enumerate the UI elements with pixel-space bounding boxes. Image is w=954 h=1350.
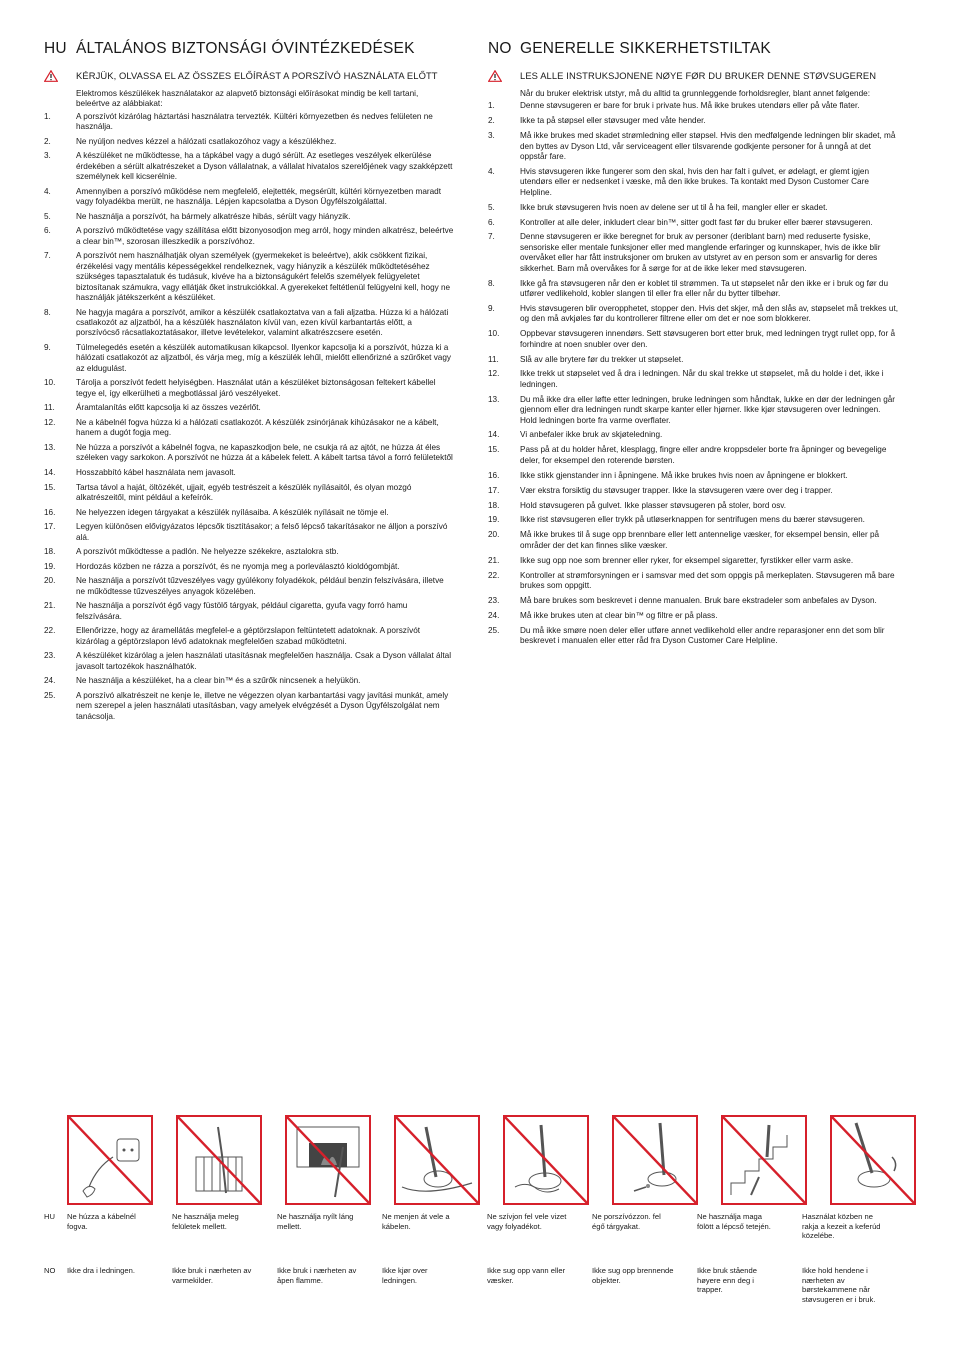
figure-caption: Ne menjen át vele a kábelen. [382,1212,450,1231]
item-text: Ne hagyja magára a porszívót, amikor a készülék csatlakoztatva van a fali aljzatba. Húzza ki a hálózati csatlakozót az aljzatból, ha a készülék használaton kívül van, ezen kívül karbantartás előtt, a porszívócső rácsatlakoztatásakor, illetve levételekor, valamint alkatrészcsere esetén. [76,307,449,338]
item-text: A porszívót nem használhatják olyan személyek (gyermekeket is beleértve), akik csökkent fizikai, érzékelési vagy mentális képességekkel rendelkeznek, vagy hiányzik a készülék működtetéséhez szükséges tapasztalatuk és tudásuk, kivéve ha a biztonságukért felelős személyek felügyeletet biztosítanak számukra, vagy ellátják őket instrukciókkal. A gyerekeket feltétlenül felügyelni kell, hogy ne használják játékszerként a készüléket. [76,251,451,303]
list-item [488,471,898,481]
list-item [44,601,454,622]
item-number: 1. [488,101,495,111]
item-text: Ikke ta på støpsel eller støvsuger med våte hender. [520,116,706,126]
no-heading [488,40,898,58]
item-number: 13. [488,394,500,404]
list-item [488,515,898,525]
item-text: Du må ikke smøre noen deler eller utføre annet vedlikehold eller andre reparasjoner enn det som blir beskrevet i manualen eller etter råd fra Dyson Customer Care Helpline. [520,625,885,646]
no-section [488,40,898,651]
item-number: 2. [44,136,51,146]
item-number: 23. [44,651,56,661]
list-item [488,596,898,606]
list-item [44,226,454,247]
item-number: 2. [488,116,495,126]
list-item [44,576,454,597]
item-number: 1. [44,111,51,121]
list-item [44,418,454,439]
item-number: 15. [488,445,500,455]
item-number: 10. [488,329,500,339]
prohibition-figures [67,1115,916,1205]
item-number: 17. [44,522,56,532]
item-text: Kontroller at strømforsyningen er i samsvar med det som oppgis på merkeplaten. Støvsugeren må bare brukes som oppgitt. [520,570,895,590]
hu-heading [44,40,454,58]
item-number: 24. [44,676,56,686]
list-item [488,486,898,496]
item-number: 25. [488,625,500,635]
no-warning-line [488,70,898,84]
liquids-prohibited-icon [503,1115,589,1205]
list-item [488,218,898,228]
figure-caption: Ne használja maga fölött a lépcső tetején. [697,1212,771,1231]
list-item [488,530,898,551]
item-number: 24. [488,610,500,620]
item-text: A porszívó alkatrészeit ne kenje le, illetve ne végezzen olyan karbantartási vagy javítási munkát, amely nem szerepel a jelen használati utasításban, vagy amelyek elvégzését a Dyson Ügyfélszolgálat nem tanácsolja. [76,691,449,721]
near-heater-prohibited-icon [176,1115,262,1205]
item-number: 5. [488,202,495,212]
item-text: Ikke rist støvsugeren eller trykk på utløserknappen for sentrifugen mens du bærer støvsugeren. [520,515,865,525]
list-item [488,232,898,274]
list-item [488,395,898,426]
figure-caption: Ne húzza a kábelnél fogva. [67,1212,136,1231]
item-number: 7. [488,232,495,242]
item-number: 11. [488,354,499,364]
item-text: Må bare brukes som beskrevet i denne manualen. Bruk bare ekstradeler som anbefales av Dyson. [520,595,877,605]
item-text: Legyen különösen elővigyázatos lépcsők tisztításakor; a felső lépcső takarításakor ne álljon a porszívó alá. [76,522,448,542]
figure-caption: Ikke hold hendene i nærheten av børstekammene når støvsugeren er i bruk. [802,1266,876,1304]
list-item [488,131,898,162]
item-text: A porszívót kizárólag háztartási használatra tervezték. Kültéri környezetben és nedves felületen ne használja. [76,111,433,132]
hu-language-code: HU [44,40,67,57]
figure-caption: Ikke sug opp brennende objekter. [592,1266,674,1285]
warning-triangle-icon [44,70,76,84]
item-text: Kontroller at alle deler, inkludert clear bin™, sitter godt fast før du bruker eller bærer støvsugeren. [520,217,873,227]
item-number: 18. [44,547,56,557]
item-text: A porszívó működtetése vagy szállítása előtt bizonyosodjon meg arról, hogy minden alkatrész, beleértve a clear bin™, szorosan illeszkedik a porszívóhoz. [76,226,454,246]
item-number: 14. [488,430,500,440]
list-item [488,626,898,647]
item-text: Ikke bruk støvsugeren hvis noen av delene ser ut til å ha feil, mangler eller er skadet. [520,202,828,212]
item-text: Tárolja a porszívót fedett helyiségben. Használat után a készüléket biztonságosan feltekert kábellel tegye el, így elkerülheti a megbotlással járó veszélyeket. [76,378,436,398]
item-text: Ne használja a porszívót égő vagy füstölő tárgyak, például cigaretta, gyufa vagy forró hamu felszívására. [76,601,408,621]
list-item [488,101,898,111]
list-item [44,443,454,464]
item-text: Vær ekstra forsiktig du støvsuger trapper. Ikke la støvsugeren være over deg i trapper. [520,485,833,495]
item-number: 21. [44,601,56,611]
no-warning-text: LES ALLE INSTRUKSJONENE NØYE FØR DU BRUKER DENNE STØVSUGEREN [520,70,877,81]
item-text: Pass på at du holder håret, klesplagg, fingre eller andre kroppsdeler borte fra åpninger og bevegelige deler, for eksempel den roterende børsten. [520,445,887,465]
list-item [44,651,454,672]
near-brushbar-prohibited-icon [830,1115,916,1205]
item-number: 14. [44,468,56,478]
list-item [44,508,454,518]
figure-caption: Ne használja meleg felületek mellett. [172,1212,239,1231]
item-text: Ikke gå fra støvsugeren når den er koblet til strømmen. Ta ut støpselet når den ikke er i bruk og før du utfører vedlikehold, kobler slangen til eller fra eller når du bytter tilbehør. [520,278,888,298]
item-text: Denne støvsugeren er ikke beregnet for bruk av personer (deriblant barn) med reduserte fysiske, sensoriske eller mentale funksjoner eller med manglende erfaringer og kunnskaper, hvis de ikke blir overvåket eller har fått instruksjoner om bruken av utstyret av en person som er ansvarlig for deres sikkerhet. Barn må overvåkes for å sørge for at de ikke leker med støvsugeren. [520,232,881,273]
list-item [44,343,454,374]
list-item [488,369,898,390]
item-number: 11. [44,403,55,413]
hu-warning-text: KÉRJÜK, OLVASSA EL AZ ÖSSZES ELŐÍRÁST A PORSZÍVÓ HASZNÁLATA ELŐTT [76,70,438,81]
item-text: Du må ikke dra eller løfte etter ledningen, bruke ledningen som håndtak, lukke en dør der ledningen går gjennom eller dra ledningen rundt skarpe kanter eller hjørner. Ikke kjør støvsugeren over ledningen. Hold ledningen borte fra varme overflater. [520,394,896,425]
item-number: 22. [44,626,56,636]
item-text: A készüléket ne működtesse, ha a tápkábel vagy a dugó sérült. Az esetleges veszélyek elkerülése érdekében a sérült alkatrészeket a Dyson vállalatnak, a vállalat hivatalos szerelőjének vagy szakképzett személynek kell kicserélnie. [76,151,453,182]
item-number: 3. [488,131,495,141]
item-number: 5. [44,211,51,221]
item-number: 10. [44,378,56,388]
figure-caption: Ne szívjon fel vele vizet vagy folyadékot. [487,1212,567,1231]
item-text: Ikke trekk ut støpselet ved å dra i ledningen. Når du skal trekke ut støpselet, må du holde i det, ikke i ledningen. [520,369,884,389]
item-text: Ne nyúljon nedves kézzel a hálózati csatlakozóhoz vagy a készülékhez. [76,136,337,146]
warning-triangle-icon [488,70,520,84]
hu-title: ÁLTALÁNOS BIZTONSÁGI ÓVINTÉZKEDÉSEK [76,40,415,57]
hu-warning-line [44,70,454,84]
run-over-cord-prohibited-icon [394,1115,480,1205]
item-number: 23. [488,595,500,605]
near-flame-prohibited-icon [285,1115,371,1205]
list-item [44,151,454,182]
item-text: Hold støvsugeren på gulvet. Ikke plasser støvsugeren på stoler, bord osv. [520,500,787,510]
list-item [44,626,454,647]
item-text: Ne használja a porszívót, ha bármely alkatrésze hibás, sérült vagy hiányzik. [76,211,351,221]
item-text: Tartsa távol a haját, öltözékét, ujjait, egyéb testrészeit a készülék nyílásaitól, és olyan mozgó alkatrészeitől, mint például a kefeírók. [76,482,412,503]
list-item [488,430,898,440]
item-number: 12. [44,418,56,428]
list-item [44,251,454,303]
item-number: 12. [488,369,500,379]
item-text: Ikke sug opp noe som brenner eller ryker, for eksempel sigaretter, fyrstikker eller varm aske. [520,555,854,565]
item-number: 4. [44,186,51,196]
no-items-list [488,101,898,646]
list-item [488,203,898,213]
list-item [488,329,898,350]
list-item [488,571,898,592]
item-text: Må ikke brukes uten at clear bin™ og filtre er på plass. [520,610,718,620]
no-caption-language-code: NO [44,1266,56,1275]
item-number: 16. [488,470,500,480]
list-item [44,137,454,147]
no-intro: Når du bruker elektrisk utstyr, må du alltid ta grunnleggende forholdsregler, blant annet følgende: [520,89,870,98]
list-item [488,167,898,198]
item-number: 8. [488,278,495,288]
list-item [44,483,454,504]
list-item [44,112,454,133]
figure-caption: Ikke kjør over ledningen. [382,1266,428,1285]
item-number: 22. [488,570,500,580]
figure-caption: Ne porszívózzon. fel égő tárgyakat. [592,1212,661,1231]
item-number: 6. [488,217,495,227]
hu-section [44,40,454,726]
figure-caption: Használat közben ne rakja a kezeit a keferúd közelébe. [802,1212,881,1241]
item-text: Ikke stikk gjenstander inn i åpningene. Må ikke brukes hvis noen av åpningene er blokkert. [520,470,848,480]
list-item [44,468,454,478]
figure-caption: Ikke bruk stående høyere enn deg i trapper. [697,1266,757,1295]
figure-caption: Ikke dra i ledningen. [67,1266,135,1275]
no-captions-row [44,1266,907,1304]
list-item [488,501,898,511]
list-item [488,611,898,621]
item-text: Ne helyezzen idegen tárgyakat a készülék nyílásaiba. A készülék nyílásait ne tömje el. [76,507,389,517]
hu-intro: Elektromos készülékek használatakor az alapvető biztonsági előírásokat mindig be kell tartani, beleértve az alábbiakat: [76,89,419,109]
item-number: 15. [44,482,56,492]
hu-caption-language-code: HU [44,1212,55,1221]
item-text: Hvis støvsugeren ikke fungerer som den skal, hvis den har falt i gulvet, er ødelagt, er glemt igjen utendørs eller er nedsenket i væske, må den ikke brukes. Ta kontakt med Dyson Customer Care Helpline. [520,166,870,197]
unplug-by-cord-prohibited-icon [67,1115,153,1205]
item-text: Túlmelegedés esetén a készülék automatikusan kikapcsol. Ilyenkor kapcsolja ki a porszívót, húzza ki a hálózati csatlakozót az aljzatból, és várja meg, míg a készülék lehűl, mielőtt ellenőrizné a szűrőket vagy az eldugulást. [76,343,451,373]
list-item [44,187,454,208]
item-number: 17. [488,485,500,495]
item-number: 20. [488,530,500,540]
item-text: Slå av alle brytere før du trekker ut støpselet. [520,354,684,364]
item-text: Hordozás közben ne rázza a porszívót, és ne nyomja meg a porleválasztó kioldógombját. [76,561,400,571]
no-language-code: NO [488,40,512,57]
item-text: Amennyiben a porszívó működése nem megfelelő, elejtették, megsérült, kültéri környezetben maradt vagy folyadékba merült, ne használja. Lépjen kapcsolatba a Dyson Ügyfélszolgálattal. [76,186,441,207]
list-item [44,403,454,413]
list-item [44,691,454,722]
item-number: 4. [488,166,495,176]
item-text: Ne a kábelnél fogva húzza ki a hálózati csatlakozót. A készülék zsinórjának kihúzásakor ne a kábelt, hanem a dugót fogja meg. [76,418,439,438]
figure-caption: Ikke bruk i nærheten av åpen flamme. [277,1266,357,1285]
list-item [44,562,454,572]
list-item [488,279,898,300]
item-number: 20. [44,576,56,586]
item-text: Må ikke brukes til å suge opp brennbare eller lett antennelige væsker, for eksempel bensin, eller på områder der det kan finnes slike væsker. [520,530,880,550]
list-item [44,308,454,339]
item-text: Áramtalanítás előtt kapcsolja ki az összes vezérlőt. [76,403,261,413]
item-number: 21. [488,555,500,565]
no-title: GENERELLE SIKKERHETSTILTAK [520,40,771,57]
item-number: 8. [44,307,51,317]
figure-caption: Ikke sug opp vann eller væsker. [487,1266,566,1285]
list-item [44,547,454,557]
list-item [44,378,454,399]
list-item [44,212,454,222]
list-item [488,355,898,365]
item-number: 7. [44,251,51,261]
item-number: 16. [44,507,56,517]
list-item [44,676,454,686]
hu-captions-row [44,1212,907,1241]
item-text: Ne húzza a porszívót a kábelnél fogva, ne kapaszkodjon bele, ne csukja rá az ajtót, ne húzza át éles széleken vagy sarkokon. A porszívót ne húzza át a kábelek felett. A kábelt tartsa távol a forró felületektől [76,443,453,463]
list-item [44,522,454,543]
list-item [488,116,898,126]
figure-caption: Ne használja nyílt láng mellett. [277,1212,354,1231]
item-text: Denne støvsugeren er bare for bruk i private hus. Må ikke brukes utendørs eller på våte flater. [520,101,860,111]
item-text: A porszívót működtesse a padlón. Ne helyezze székekre, asztalokra stb. [76,547,339,557]
burning-objects-prohibited-icon [612,1115,698,1205]
item-text: Oppbevar støvsugeren innendørs. Sett støvsugeren bort etter bruk, med ledningen trygt rullet opp, for å forhindre at noen snubler over den. [520,329,895,349]
item-number: 3. [44,151,51,161]
item-text: Hosszabbító kábel használata nem javasolt. [76,468,236,478]
item-number: 25. [44,691,56,700]
list-item [488,445,898,466]
item-number: 18. [488,500,500,510]
item-number: 9. [488,303,495,313]
item-text: Må ikke brukes med skadet strømledning eller støpsel. Hvis den medfølgende ledningen blir skadet, må den byttes av Dyson Ltd, vår serviceagent eller tilsvarende godkjente personer for å unngå at det oppstår fare. [520,131,896,162]
hu-items-list [44,112,454,722]
item-number: 6. [44,226,51,236]
list-item [488,556,898,566]
item-text: Ne használja a készüléket, ha a clear bin™ és a szűrők nincsenek a helyükön. [76,676,361,686]
item-number: 19. [44,561,56,571]
list-item [488,304,898,325]
item-number: 19. [488,515,500,525]
item-text: A készüléket kizárólag a jelen használati utasításnak megfelelően használja. Csak a Dyson vállalat által javasolt tartozékok használhatók. [76,651,452,671]
figure-caption: Ikke bruk i nærheten av varmekilder. [172,1266,252,1285]
item-number: 13. [44,443,56,453]
item-text: Hvis støvsugeren blir overopphetet, stopper den. Hvis det skjer, må den slås av, støpselet må trekkes ut, og den må avkjøles før du kontrollerer filtrene eller om det er noe som blokkerer. [520,303,899,324]
above-on-stairs-prohibited-icon [721,1115,807,1205]
item-number: 9. [44,343,51,353]
item-text: Ne használja a porszívót tűzveszélyes vagy gyúlékony folyadékok, például benzin felszívására, illetve ne működtesse tűzveszélyes anyagok közelében. [76,576,444,596]
item-text: Vi anbefaler ikke bruk av skjøteledning. [520,430,663,440]
item-text: Ellenőrizze, hogy az áramellátás megfelel-e a géptörzslapon feltüntetett adatoknak. A porszívót kizárólag a géptörzslapon lévő adatoknak megfelelően szabad működtetni. [76,626,421,646]
